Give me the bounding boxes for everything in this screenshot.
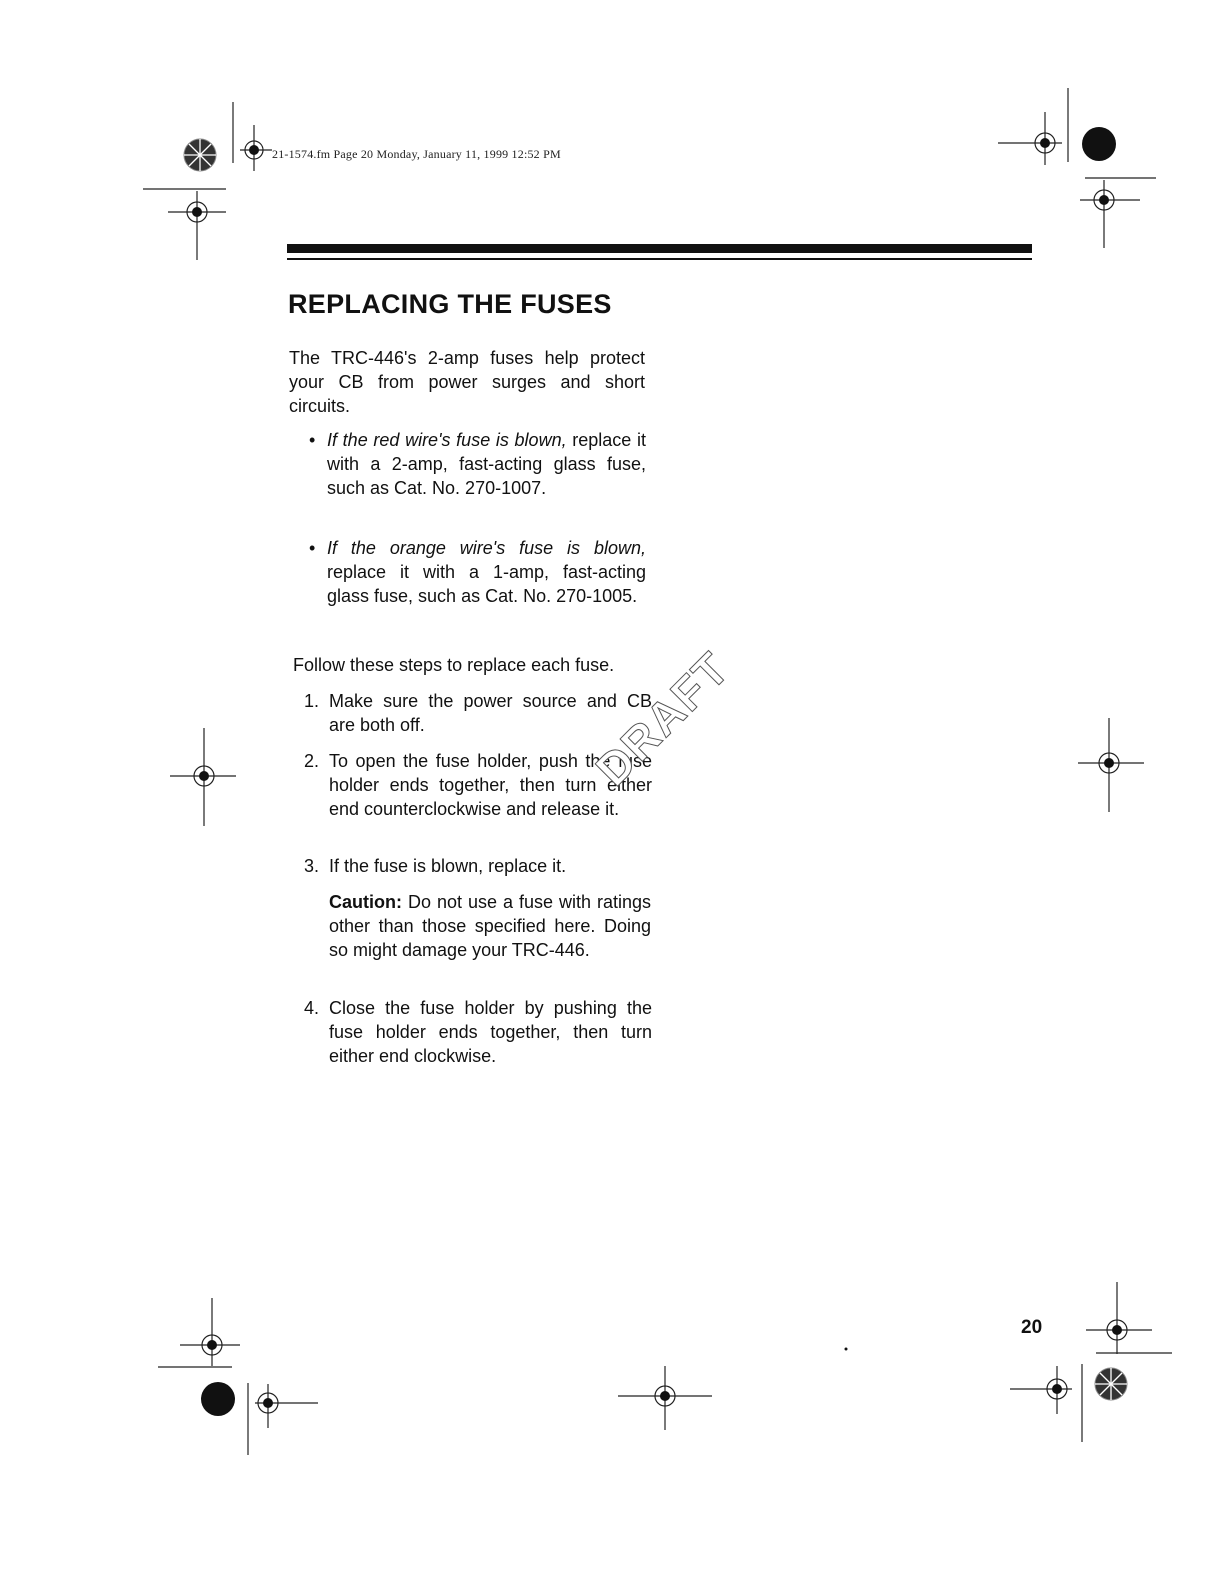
bullet-dot: • (309, 430, 316, 450)
step-number: 1. (304, 691, 320, 711)
caution-label: Caution: (329, 892, 402, 912)
bullet-text: replace it with a 2-amp, fast-acting glass fuse, such as Cat. No. 270-1007. (327, 430, 646, 498)
step-text: If the fuse is blown, replace it. (329, 856, 567, 876)
page-number: 20 (1021, 1317, 1043, 1338)
draft-watermark: DRAFT (585, 641, 740, 796)
bullet-text: replace it with a 1-amp, fast-acting glass fuse, such as Cat. No. 270-1005. (327, 562, 646, 606)
bullet-dot: • (309, 538, 316, 558)
step-item (304, 996, 652, 1068)
steps-intro: Follow these steps to replace each fuse. (293, 655, 615, 675)
step-text: Make sure the power source and CB are both off. (329, 691, 652, 735)
step-text: Close the fuse holder by pushing the fuse holder ends together, then turn either end clockwise. (329, 998, 652, 1066)
step-number: 3. (304, 856, 320, 876)
caution-text: Do not use a fuse with ratings other than those specified here. Doing so might damage your TRC-446. (329, 892, 651, 960)
step-text: To open the fuse holder, push the fuse holder ends together, then turn either end counterclockwise and release it. (329, 751, 652, 819)
header-rule-thin (287, 258, 1032, 260)
bullet-item (309, 536, 646, 608)
caution-note (329, 890, 651, 962)
bullet-lead: If the orange wire's fuse is blown, (327, 538, 646, 558)
step-number: 2. (304, 751, 320, 771)
section-title: REPLACING THE FUSES (288, 289, 612, 319)
step-item (304, 854, 652, 878)
step-item (304, 689, 652, 737)
header-rule-thick (287, 244, 1032, 253)
bullet-lead: If the red wire's fuse is blown, (327, 430, 567, 450)
step-number: 4. (304, 998, 320, 1018)
file-slug: 21-1574.fm Page 20 Monday, January 11, 1999 12:52 PM (272, 147, 561, 161)
intro-paragraph: The TRC-446's 2-amp fuses help protect your CB from power surges and short circuits. (289, 348, 645, 416)
bullet-item (309, 428, 646, 500)
